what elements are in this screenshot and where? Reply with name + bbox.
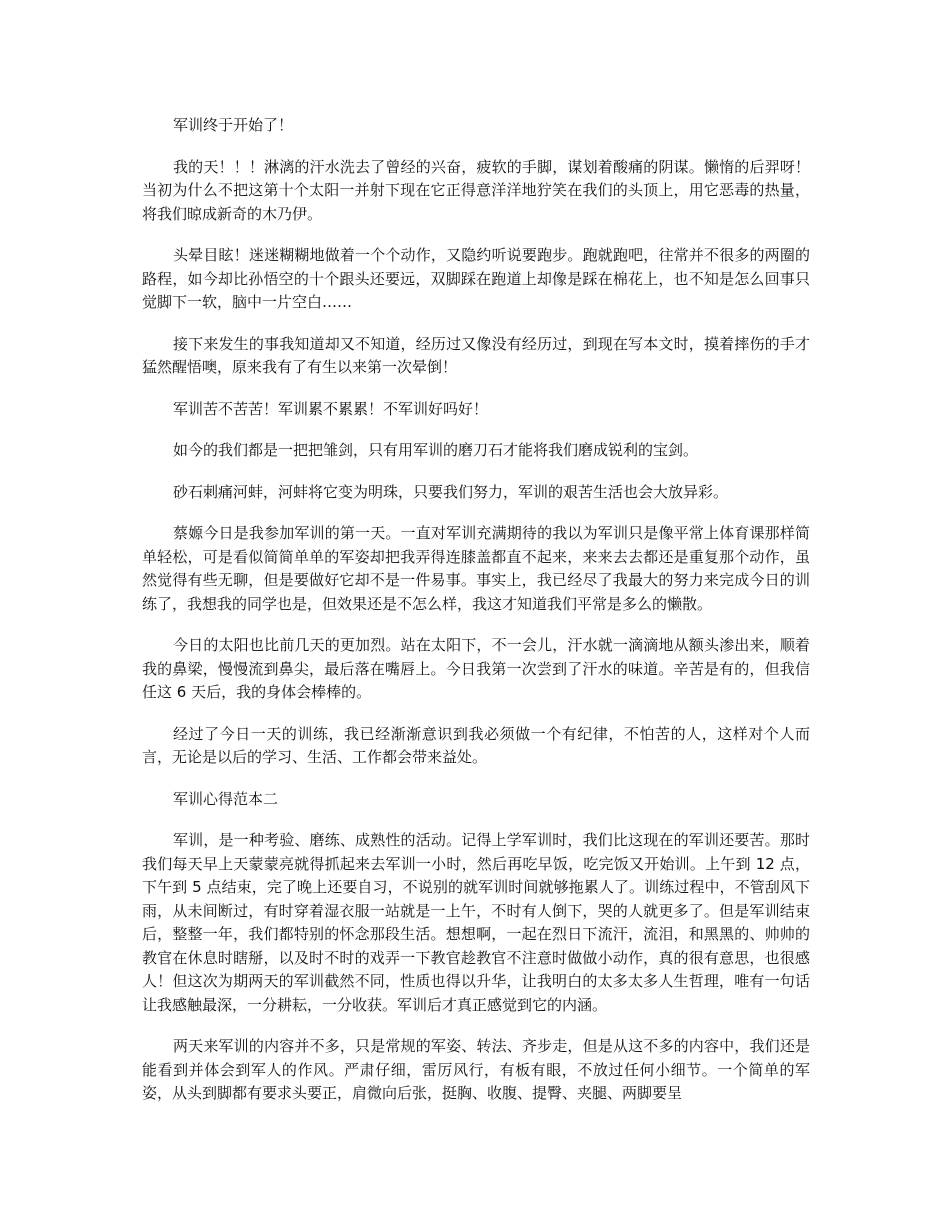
- paragraph-4: 接下来发生的事我知道却又不知道，经历过又像没有经历过，到现在写本文时，摸着摔伤的手才猛然醒悟噢，原来我有了有生以来第一次晕倒！: [142, 334, 810, 376]
- section-heading: 军训心得范本二: [173, 789, 279, 808]
- document-page: [142, 114, 810, 1124]
- paragraph-6: 如今的我们都是一把把雏剑，只有用军训的磨刀石才能将我们磨成锐利的宝剑。: [173, 441, 699, 459]
- paragraph-2: 我的天！！！淋漓的汗水洗去了曾经的兴奋，疲软的手脚，谋划着酸痛的阴谋。懒惰的后羿呀！当初为什么不把这第十个太阳一并射下现在它正得意洋洋地狞笑在我们的头顶上，用它恶毒的热量，将我们晾成新奇的木乃伊。: [142, 157, 810, 223]
- paragraph-8: 蔡嫄今日是我参加军训的第一天。一直对军训充满期待的我以为军训只是像平常上体育课那样简单轻松，可是看似简简单单的军姿却把我弄得连膝盖都直不起来，来来去去都还是重复那个动作，虽然觉得有些无聊，但是要做好它却不是一件易事。事实上，我已经尽了我最大的努力来完成今日的训练了，我想我的同学也是，但效果还是不怎么样，我这才知道我们平常是多么的懒散。: [142, 524, 810, 613]
- paragraph-7: 砂石刺痛河蚌，河蚌将它变为明珠，只要我们努力，军训的艰苦生活也会大放异彩。: [173, 482, 729, 501]
- paragraph-9: 今日的太阳也比前几天的更加烈。站在太阳下，不一会儿，汗水就一滴滴地从额头渗出来，顺着我的鼻梁，慢慢流到鼻尖，最后落在嘴唇上。今日我第一次尝到了汗水的味道。辛苦是有的，但我信任这 6 天后，我的身体会棒棒的。: [142, 636, 810, 701]
- paragraph-1: 军训终于开始了！: [173, 116, 294, 134]
- paragraph-3: 头晕目眩！迷迷糊糊地做着一个个动作，又隐约听说要跑步。跑就跑吧，往常并不很多的两圈的路程，如今却比孙悟空的十个跟头还要远，双脚踩在跑道上却像是踩在棉花上，也不知是怎么回事只觉脚下一软，脑中一片空白……: [142, 246, 810, 311]
- paragraph-12: 军训，是一种考验、磨练、成熟性的活动。记得上学军训时，我们比这现在的军训还要苦。那时我们每天早上天蒙蒙亮就得抓起来去军训一小时，然后再吃早饭，吃完饭又开始训。上午到 12 点，下午到 5 点结束，完了晚上还要自习，不说别的就军训时间就够拖累人了。训练过程中，不管刮风下雨，从未间断过，有时穿着湿衣服一站就是一上午，不时有人倒下，哭的人就更多了。但是军训结束后，整整一年，我们都特别的怀念那段生活。想想啊，一起在烈日下流汗，流泪，和黑黑的、帅帅的教官在休息时瞎掰，以及时不时的戏弄一下教官趁教官不注意时做做小动作，真的很有意思，也很感人！但这次为期两天的军训截然不同，性质也得以升华，让我明白的太多太多人生哲理，唯有一句话让我感触最深，一分耕耘，一分收获。军训后才真正感觉到它的内涵。: [142, 831, 810, 1014]
- paragraph-10: 经过了今日一天的训练，我已经渐渐意识到我必须做一个有纪律，不怕苦的人，这样对个人而言，无论是以后的学习、生活、工作都会带来益处。: [142, 724, 810, 766]
- paragraph-13: 两天来军训的内容并不多，只是常规的军姿、转法、齐步走，但是从这不多的内容中，我们还是能看到并体会到军人的作风。严肃仔细，雷厉风行，有板有眼，不放过任何小细节。一个简单的军姿，从头到脚都有要求头要正，肩微向后张，挺胸、收腹、提臀、夹腿、两脚要呈: [142, 1037, 810, 1102]
- paragraph-5: 军训苦不苦苦！军训累不累累！不军训好吗好！: [173, 399, 489, 418]
